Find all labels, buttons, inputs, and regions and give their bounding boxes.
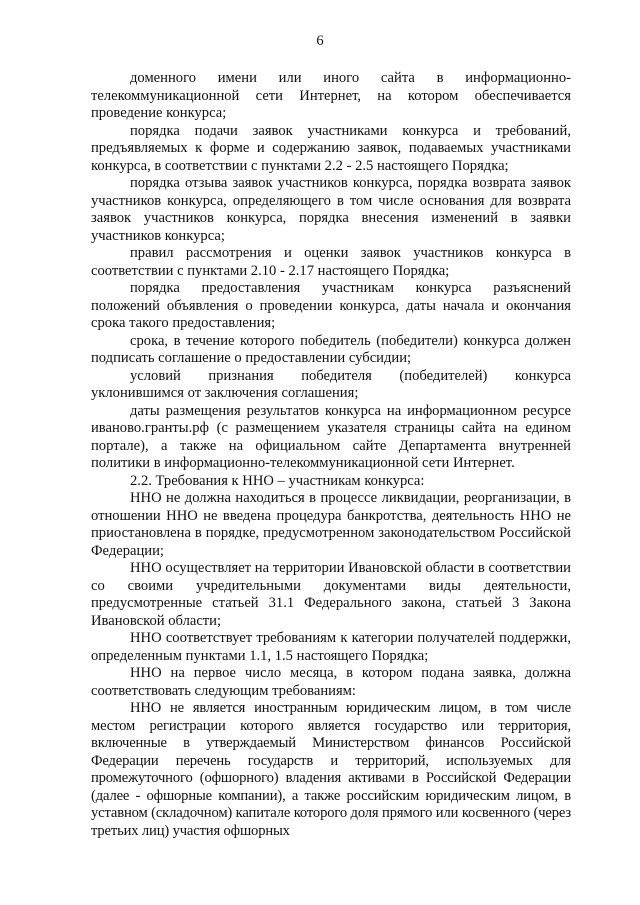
- paragraph: правил рассмотрения и оценки заявок участников конкурса в соответствии с пунктами 2.10 - 2.17 настоящего Порядка;: [91, 245, 571, 279]
- paragraph: ННО соответствует требованиям к категории получателей поддержки, определенным пунктами 1.1, 1.5 настоящего Порядка;: [91, 630, 571, 664]
- paragraph: порядка предоставления участникам конкурса разъяснений положений объявления о проведении конкурса, даты начала и окончания срока такого предоставления;: [91, 280, 571, 331]
- paragraph: условий признания победителя (победителей) конкурса уклонившимся от заключения соглашения;: [91, 367, 571, 401]
- paragraph: ННО не является иностранным юридическим лицом, в том числе местом регистрации которого является государство или территория, включенные в утверждаемый Министерством финансов Российской Федерации перечень государств и территорий, используемых для промежуточного (офшорного) владения активами в Российской Федерации (далее - офшорные компании), а также российским юридическим лицом, в уставном (складочном) капитале которого доля прямого или косвенного (через третьих лиц) участия офшорных: [91, 700, 571, 839]
- paragraph: даты размещения результатов конкурса на информационном ресурсе иваново.гранты.рф (с размещением указателя страницы сайта на едином портале), а также на официальном сайте Департамента внутренней политики в информационно-телекоммуникационной сети Интернет.: [91, 402, 571, 471]
- paragraph: срока, в течение которого победитель (победители) конкурса должен подписать соглашение о предоставлении субсидии;: [91, 332, 571, 366]
- paragraph: ННО не должна находиться в процессе ликвидации, реорганизации, в отношении ННО не введена процедура банкротства, деятельность ННО не приостановлена в порядке, предусмотренном законодательством Российской Федерации;: [91, 490, 571, 559]
- section-heading: 2.2. Требования к ННО – участникам конкурса:: [130, 472, 425, 489]
- paragraph: порядка отзыва заявок участников конкурса, порядка возврата заявок участников конкурса, определяющего в том числе основания для возврата заявок участников конкурса, порядка внесения изменений в заявки участников конкурса;: [91, 175, 571, 244]
- page-number: 6: [316, 33, 324, 49]
- paragraph: ННО на первое число месяца, в котором подана заявка, должна соответствовать следующим требованиям:: [91, 665, 571, 699]
- paragraph: порядка подачи заявок участниками конкурса и требований, предъявляемых к форме и содержанию заявок, подаваемых участниками конкурса, в соответствии с пунктами 2.2 - 2.5 настоящего Порядка;: [91, 122, 571, 174]
- paragraph: доменного имени или иного сайта в информационно-телекоммуникационной сети Интернет, на котором обеспечивается проведение конкурса;: [91, 70, 571, 121]
- document-body: [91, 70, 571, 840]
- paragraph: ННО осуществляет на территории Ивановской области в соответствии со своими учредительными документами виды деятельности, предусмотренные статьей 31.1 Федерального закона, статьей 3 Закона Ивановской области;: [91, 560, 571, 629]
